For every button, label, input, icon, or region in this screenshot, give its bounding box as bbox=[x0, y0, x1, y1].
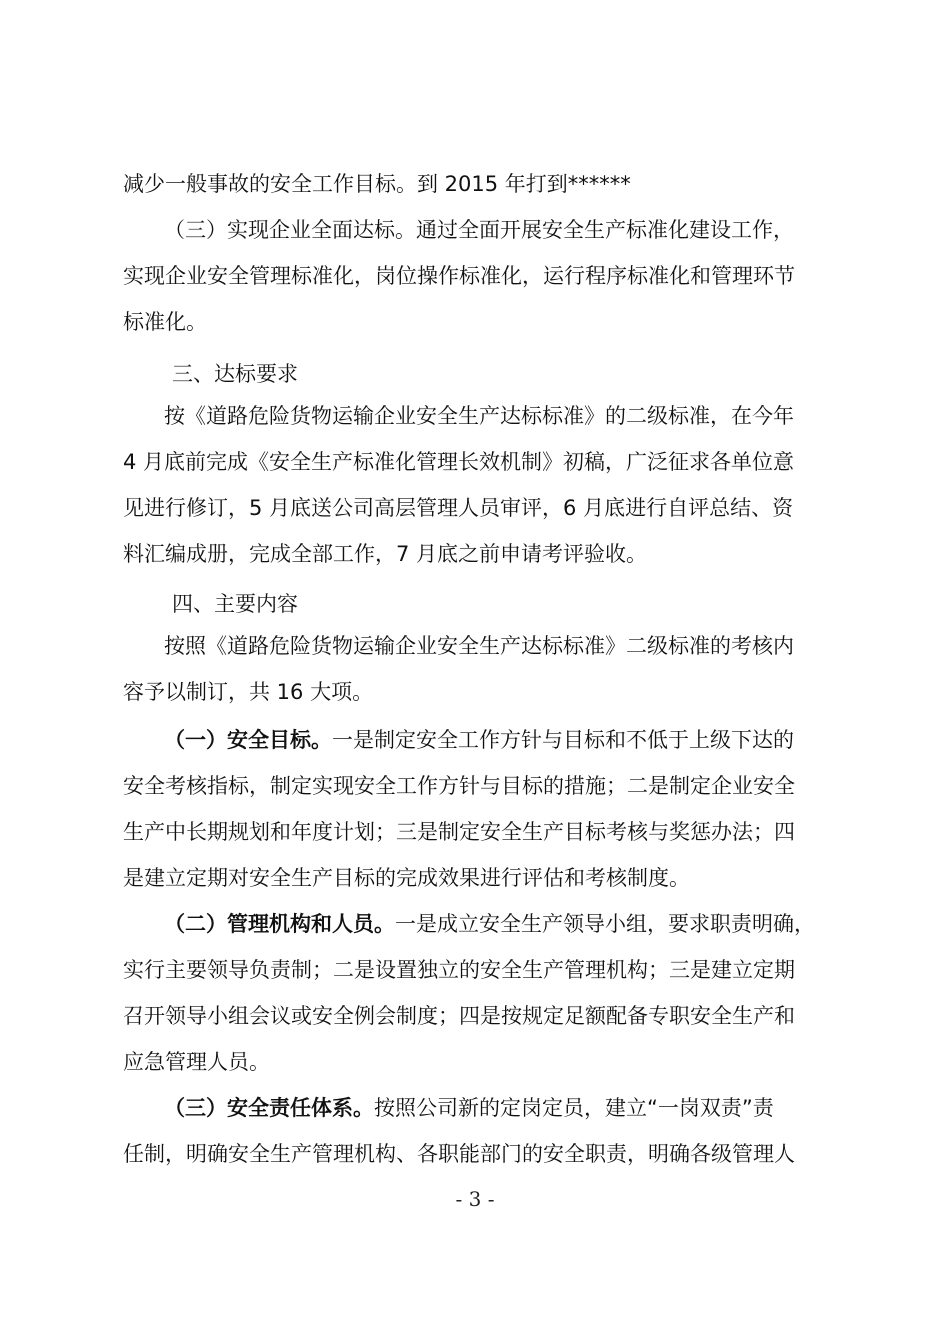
page-number: - 3 - bbox=[455, 1187, 495, 1211]
paragraph-line: 容予以制订，共 16 大项。 bbox=[123, 680, 374, 704]
paragraph-text: 一是制定安全工作方针与目标和不低于上级下达的 bbox=[332, 728, 794, 752]
paragraph-line: 应急管理人员。 bbox=[123, 1050, 270, 1074]
subsection-title: （三）安全责任体系。 bbox=[164, 1096, 374, 1120]
section-heading: 四、主要内容 bbox=[172, 592, 298, 616]
paragraph-line: 生产中长期规划和年度计划；三是制定安全生产目标考核与奖惩办法；四 bbox=[123, 820, 795, 844]
subsection-title: （一）安全目标。 bbox=[164, 728, 332, 752]
paragraph-line: （三）实现企业全面达标。通过全面开展安全生产标准化建设工作， bbox=[164, 218, 794, 242]
paragraph-line: 料汇编成册，完成全部工作，7 月底之前申请考评验收。 bbox=[123, 542, 648, 566]
paragraph-text: 一是成立安全生产领导小组，要求职责明确， bbox=[395, 912, 815, 936]
paragraph-text: 按照公司新的定岗定员，建立“一岗双责”责 bbox=[374, 1096, 774, 1120]
paragraph-line: 标准化。 bbox=[123, 310, 207, 334]
paragraph-line: 实现企业安全管理标准化，岗位操作标准化，运行程序标准化和管理环节 bbox=[123, 264, 795, 288]
paragraph-line: 实行主要领导负责制；二是设置独立的安全生产管理机构；三是建立定期 bbox=[123, 958, 795, 982]
paragraph-line: 见进行修订，5 月底送公司高层管理人员审评，6 月底进行自评总结、资 bbox=[123, 496, 794, 520]
paragraph-line: 是建立定期对安全生产目标的完成效果进行评估和考核制度。 bbox=[123, 866, 690, 890]
paragraph-line bbox=[164, 726, 794, 754]
paragraph-line: 安全考核指标，制定实现安全工作方针与目标的措施；二是制定企业安全 bbox=[123, 774, 795, 798]
paragraph-line bbox=[164, 1094, 774, 1122]
paragraph-line bbox=[164, 910, 815, 938]
paragraph-line: 减少一般事故的安全工作目标。到 2015 年打到****** bbox=[123, 172, 631, 196]
paragraph-line: 按《道路危险货物运输企业安全生产达标标准》的二级标准，在今年 bbox=[164, 404, 794, 428]
section-heading: 三、达标要求 bbox=[172, 362, 298, 386]
subsection-title: （二）管理机构和人员。 bbox=[164, 912, 395, 936]
paragraph-line: 4 月底前完成《安全生产标准化管理长效机制》初稿，广泛征求各单位意 bbox=[123, 450, 795, 474]
paragraph-line: 召开领导小组会议或安全例会制度；四是按规定足额配备专职安全生产和 bbox=[123, 1004, 795, 1028]
paragraph-line: 任制，明确安全生产管理机构、各职能部门的安全职责，明确各级管理人 bbox=[123, 1142, 795, 1166]
paragraph-line: 按照《道路危险货物运输企业安全生产达标标准》二级标准的考核内 bbox=[164, 634, 794, 658]
